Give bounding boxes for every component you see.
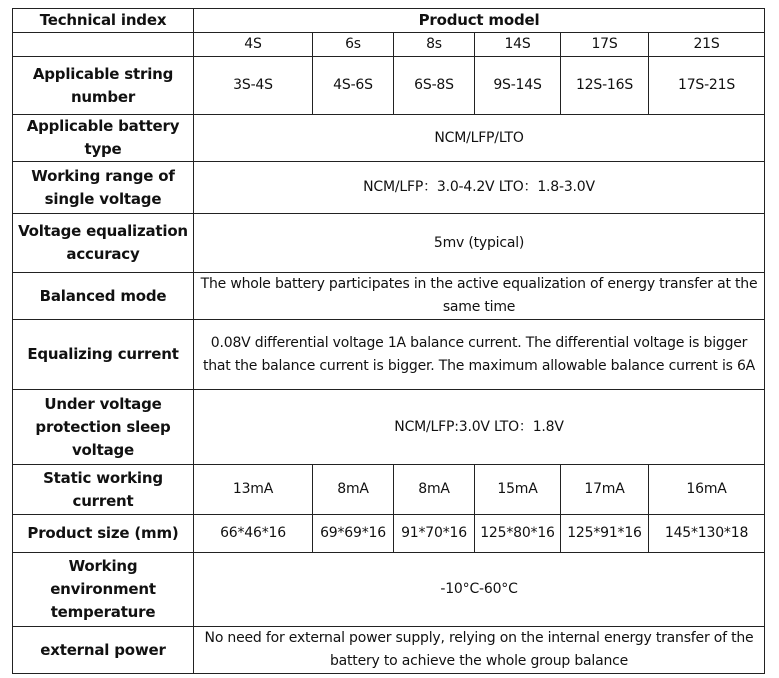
value-cell: NCM/LFP/LTO xyxy=(194,115,765,162)
value-cell: 4S-6S xyxy=(313,57,394,115)
string-number-row xyxy=(13,57,765,115)
value-cell: 12S-16S xyxy=(561,57,649,115)
row-label: Voltage equalization accuracy xyxy=(13,214,194,273)
technical-index-header: Technical index xyxy=(13,9,194,33)
model-row xyxy=(13,33,765,57)
model-row-label xyxy=(13,33,194,57)
value-cell: 17mA xyxy=(561,465,649,515)
product-size-row xyxy=(13,515,765,553)
value-cell: 8mA xyxy=(394,465,475,515)
row-label: Working environment temperature xyxy=(13,553,194,627)
value-cell: 125*80*16 xyxy=(475,515,561,553)
value-cell: -10°C-60°C xyxy=(194,553,765,627)
value-cell: 15mA xyxy=(475,465,561,515)
value-cell: NCM/LFP:3.0V LTO：1.8V xyxy=(194,390,765,465)
row-label: Under voltage protection sleep voltage xyxy=(13,390,194,465)
model-cell: 14S xyxy=(475,33,561,57)
battery-type-row xyxy=(13,115,765,162)
value-cell: 145*130*18 xyxy=(649,515,765,553)
value-cell: 9S-14S xyxy=(475,57,561,115)
value-cell: No need for external power supply, relying on the internal energy transfer of the battery to achieve the whole group balance xyxy=(194,627,765,674)
external-power-row xyxy=(13,627,765,674)
value-cell: 5mv (typical) xyxy=(194,214,765,273)
value-cell: 8mA xyxy=(313,465,394,515)
value-cell: 3S-4S xyxy=(194,57,313,115)
value-cell: 66*46*16 xyxy=(194,515,313,553)
model-cell: 21S xyxy=(649,33,765,57)
row-label: Applicable string number xyxy=(13,57,194,115)
value-cell: 13mA xyxy=(194,465,313,515)
static-current-row xyxy=(13,465,765,515)
equalizing-current-row xyxy=(13,320,765,390)
sleep-voltage-row xyxy=(13,390,765,465)
row-label: Working range of single voltage xyxy=(13,162,194,214)
value-cell: 0.08V differential voltage 1A balance current. The differential voltage is bigger that the balance current is bigger. The maximum allowable balance current is 6A xyxy=(194,320,765,390)
model-cell: 6s xyxy=(313,33,394,57)
row-label: external power xyxy=(13,627,194,674)
row-label: Balanced mode xyxy=(13,273,194,320)
model-cell: 17S xyxy=(561,33,649,57)
row-label: Product size (mm) xyxy=(13,515,194,553)
value-cell: 16mA xyxy=(649,465,765,515)
header-row xyxy=(13,9,765,33)
value-cell: 6S-8S xyxy=(394,57,475,115)
balanced-mode-row xyxy=(13,273,765,320)
equalization-accuracy-row xyxy=(13,214,765,273)
value-cell: 125*91*16 xyxy=(561,515,649,553)
value-cell: The whole battery participates in the active equalization of energy transfer at the same time xyxy=(194,273,765,320)
value-cell: 91*70*16 xyxy=(394,515,475,553)
value-cell: 17S-21S xyxy=(649,57,765,115)
row-label: Equalizing current xyxy=(13,320,194,390)
product-model-header: Product model xyxy=(194,9,765,33)
model-cell: 8s xyxy=(394,33,475,57)
value-cell: NCM/LFP：3.0-4.2V LTO：1.8-3.0V xyxy=(194,162,765,214)
row-label: Static working current xyxy=(13,465,194,515)
voltage-range-row xyxy=(13,162,765,214)
environment-temp-row xyxy=(13,553,765,627)
row-label: Applicable battery type xyxy=(13,115,194,162)
model-cell: 4S xyxy=(194,33,313,57)
spec-table xyxy=(12,8,765,674)
value-cell: 69*69*16 xyxy=(313,515,394,553)
